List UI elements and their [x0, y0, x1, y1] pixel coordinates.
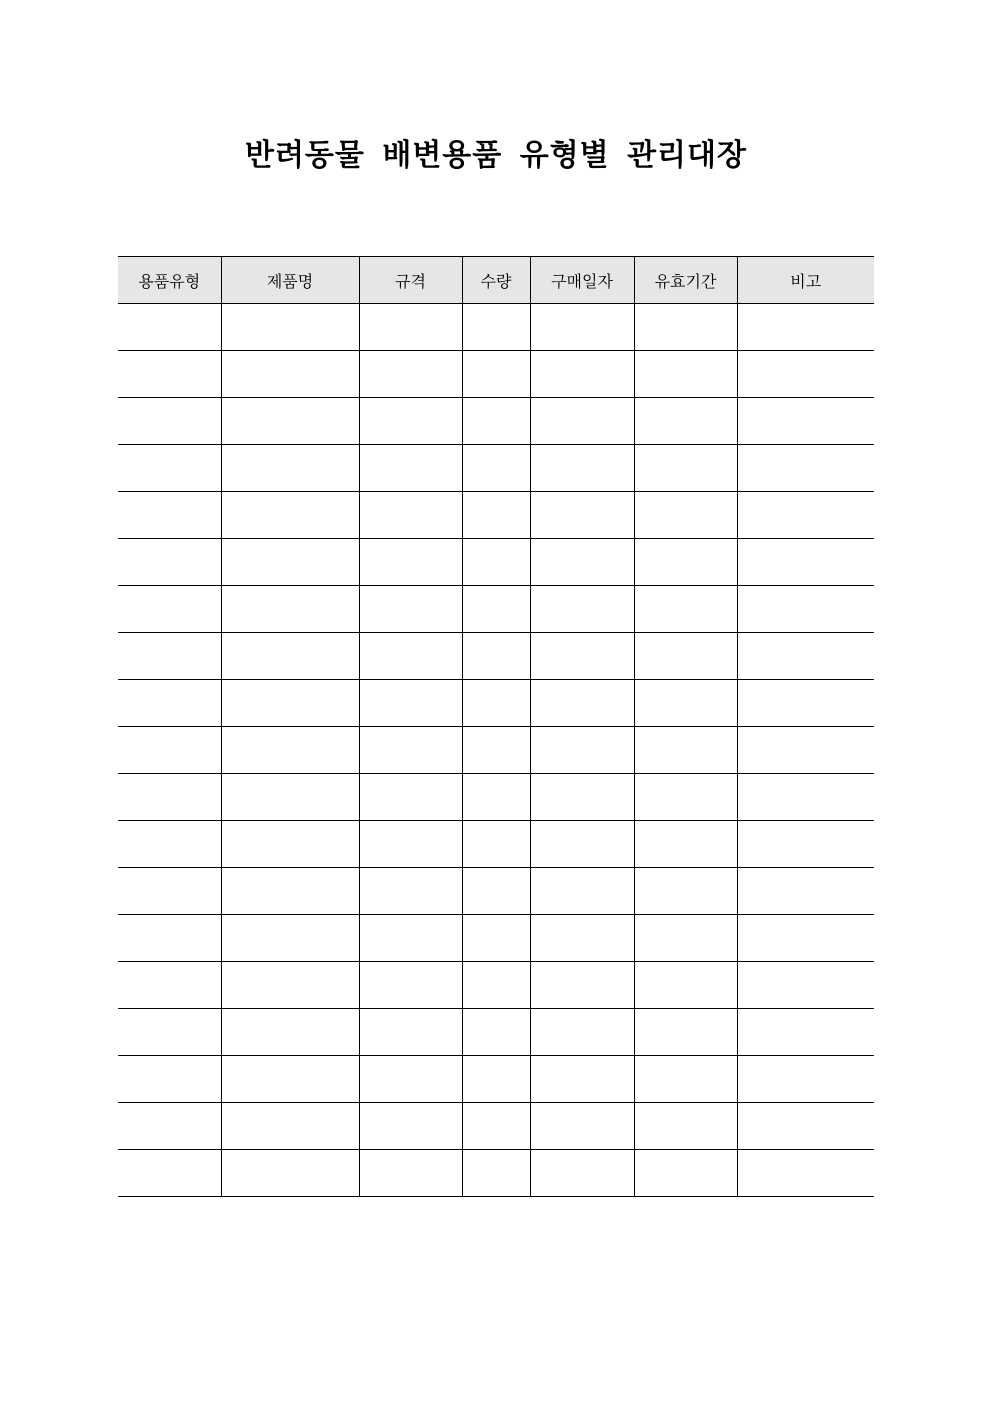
table-row [118, 821, 874, 868]
table-row [118, 539, 874, 586]
table-cell[interactable] [221, 445, 359, 492]
table-cell[interactable] [118, 1056, 221, 1103]
table-cell[interactable] [359, 351, 462, 398]
table-cell[interactable] [634, 774, 737, 821]
table-cell[interactable] [221, 680, 359, 727]
table-row [118, 492, 874, 539]
table-cell[interactable] [118, 586, 221, 633]
table-cell[interactable] [634, 680, 737, 727]
table-cell[interactable] [221, 1056, 359, 1103]
table-cell[interactable] [737, 586, 874, 633]
table-cell[interactable] [634, 1009, 737, 1056]
table-cell[interactable] [634, 868, 737, 915]
table-cell[interactable] [359, 727, 462, 774]
table-cell[interactable] [118, 1103, 221, 1150]
table-cell[interactable] [530, 774, 634, 821]
table-cell[interactable] [530, 445, 634, 492]
table-cell[interactable] [737, 915, 874, 962]
table-cell[interactable] [530, 351, 634, 398]
col-header-spec: 규격 [359, 257, 462, 304]
table-cell[interactable] [359, 1103, 462, 1150]
table-cell[interactable] [462, 1056, 530, 1103]
table-cell[interactable] [359, 1056, 462, 1103]
table-cell[interactable] [530, 1103, 634, 1150]
table-cell[interactable] [530, 398, 634, 445]
table-cell[interactable] [634, 304, 737, 351]
table-cell[interactable] [118, 868, 221, 915]
table-cell[interactable] [359, 539, 462, 586]
table-cell[interactable] [530, 727, 634, 774]
table-cell[interactable] [737, 539, 874, 586]
table-cell[interactable] [462, 868, 530, 915]
table-cell[interactable] [634, 1056, 737, 1103]
col-header-remarks: 비고 [737, 257, 874, 304]
table-cell[interactable] [359, 492, 462, 539]
table-cell[interactable] [462, 539, 530, 586]
table-cell[interactable] [359, 680, 462, 727]
table-cell[interactable] [530, 915, 634, 962]
table-cell[interactable] [359, 633, 462, 680]
table-cell[interactable] [530, 821, 634, 868]
table-cell[interactable] [530, 680, 634, 727]
table-row [118, 304, 874, 351]
table-cell[interactable] [462, 398, 530, 445]
table-row [118, 774, 874, 821]
table-row [118, 868, 874, 915]
table-cell[interactable] [462, 351, 530, 398]
table-cell[interactable] [462, 586, 530, 633]
table-cell[interactable] [221, 539, 359, 586]
table-cell[interactable] [462, 915, 530, 962]
table-cell[interactable] [530, 1150, 634, 1197]
table-cell[interactable] [530, 539, 634, 586]
table-cell[interactable] [737, 1009, 874, 1056]
table-cell[interactable] [634, 633, 737, 680]
table-row [118, 962, 874, 1009]
table-cell[interactable] [634, 1150, 737, 1197]
table-row [118, 727, 874, 774]
table-cell[interactable] [118, 633, 221, 680]
table-cell[interactable] [462, 680, 530, 727]
table-row [118, 1150, 874, 1197]
table-cell[interactable] [737, 774, 874, 821]
table-body [118, 304, 874, 1197]
table-cell[interactable] [634, 915, 737, 962]
table-cell[interactable] [359, 868, 462, 915]
table-cell[interactable] [359, 586, 462, 633]
table-cell[interactable] [221, 962, 359, 1009]
table-cell[interactable] [118, 915, 221, 962]
table-cell[interactable] [221, 774, 359, 821]
table-cell[interactable] [737, 304, 874, 351]
table-cell[interactable] [737, 727, 874, 774]
table-cell[interactable] [118, 1150, 221, 1197]
table-cell[interactable] [359, 398, 462, 445]
table-cell[interactable] [118, 774, 221, 821]
table-cell[interactable] [737, 1150, 874, 1197]
table-cell[interactable] [462, 445, 530, 492]
table-cell[interactable] [634, 445, 737, 492]
table-row [118, 915, 874, 962]
table-cell[interactable] [634, 962, 737, 1009]
table-cell[interactable] [221, 1103, 359, 1150]
table-cell[interactable] [359, 1150, 462, 1197]
table-cell[interactable] [118, 539, 221, 586]
table-cell[interactable] [118, 445, 221, 492]
table-cell[interactable] [118, 304, 221, 351]
table-cell[interactable] [737, 1056, 874, 1103]
table-cell[interactable] [737, 821, 874, 868]
table-cell[interactable] [634, 821, 737, 868]
table-cell[interactable] [737, 868, 874, 915]
table-row [118, 1056, 874, 1103]
table-cell[interactable] [462, 821, 530, 868]
table-cell[interactable] [359, 915, 462, 962]
table-cell[interactable] [221, 1150, 359, 1197]
table-cell[interactable] [634, 586, 737, 633]
table-cell[interactable] [530, 868, 634, 915]
table-cell[interactable] [530, 586, 634, 633]
table-cell[interactable] [737, 962, 874, 1009]
table-cell[interactable] [634, 398, 737, 445]
table-cell[interactable] [359, 1009, 462, 1056]
management-ledger-table [118, 256, 874, 1197]
table-cell[interactable] [118, 680, 221, 727]
table-cell[interactable] [118, 727, 221, 774]
table-row [118, 1103, 874, 1150]
table-cell[interactable] [221, 915, 359, 962]
table-cell[interactable] [530, 962, 634, 1009]
table-cell[interactable] [118, 492, 221, 539]
table-cell[interactable] [737, 1103, 874, 1150]
table-cell[interactable] [221, 351, 359, 398]
col-header-purchase-date: 구매일자 [530, 257, 634, 304]
table-cell[interactable] [462, 1009, 530, 1056]
table-cell[interactable] [530, 1009, 634, 1056]
table-cell[interactable] [634, 727, 737, 774]
table-cell[interactable] [530, 304, 634, 351]
col-header-product-name: 제품명 [221, 257, 359, 304]
table-cell[interactable] [462, 633, 530, 680]
table-cell[interactable] [530, 492, 634, 539]
table-cell[interactable] [462, 1103, 530, 1150]
table-cell[interactable] [118, 1009, 221, 1056]
table-row [118, 398, 874, 445]
table-cell[interactable] [221, 492, 359, 539]
table-row [118, 1009, 874, 1056]
table-cell[interactable] [737, 492, 874, 539]
table-cell[interactable] [634, 492, 737, 539]
document-title: 반려동물 배변용품 유형별 관리대장 [244, 138, 748, 173]
table-cell[interactable] [462, 774, 530, 821]
table-cell[interactable] [221, 586, 359, 633]
table-cell[interactable] [634, 539, 737, 586]
table-cell[interactable] [634, 351, 737, 398]
table-row [118, 586, 874, 633]
table-cell[interactable] [118, 962, 221, 1009]
table-header-row [118, 257, 874, 304]
table-cell[interactable] [530, 633, 634, 680]
table-cell[interactable] [221, 633, 359, 680]
table-cell[interactable] [737, 445, 874, 492]
table-cell[interactable] [221, 727, 359, 774]
table-cell[interactable] [530, 1056, 634, 1103]
table-row [118, 633, 874, 680]
table-cell[interactable] [359, 962, 462, 1009]
table-cell[interactable] [221, 304, 359, 351]
table-cell[interactable] [359, 821, 462, 868]
table-cell[interactable] [221, 868, 359, 915]
table-cell[interactable] [359, 774, 462, 821]
col-header-quantity: 수량 [462, 257, 530, 304]
table-row [118, 351, 874, 398]
table-cell[interactable] [737, 680, 874, 727]
table-cell[interactable] [221, 821, 359, 868]
table-cell[interactable] [221, 398, 359, 445]
table-cell[interactable] [118, 351, 221, 398]
table-cell[interactable] [462, 492, 530, 539]
table-cell[interactable] [359, 304, 462, 351]
col-header-item-type: 용품유형 [118, 257, 221, 304]
table-cell[interactable] [462, 727, 530, 774]
table-cell[interactable] [737, 351, 874, 398]
table-cell[interactable] [462, 304, 530, 351]
col-header-expiry: 유효기간 [634, 257, 737, 304]
table-cell[interactable] [118, 821, 221, 868]
table-cell[interactable] [359, 445, 462, 492]
table-cell[interactable] [737, 633, 874, 680]
table-cell[interactable] [462, 1150, 530, 1197]
table-cell[interactable] [737, 398, 874, 445]
table-cell[interactable] [221, 1009, 359, 1056]
table-cell[interactable] [634, 1103, 737, 1150]
table-cell[interactable] [462, 962, 530, 1009]
table-cell[interactable] [118, 398, 221, 445]
table-row [118, 680, 874, 727]
table-row [118, 445, 874, 492]
